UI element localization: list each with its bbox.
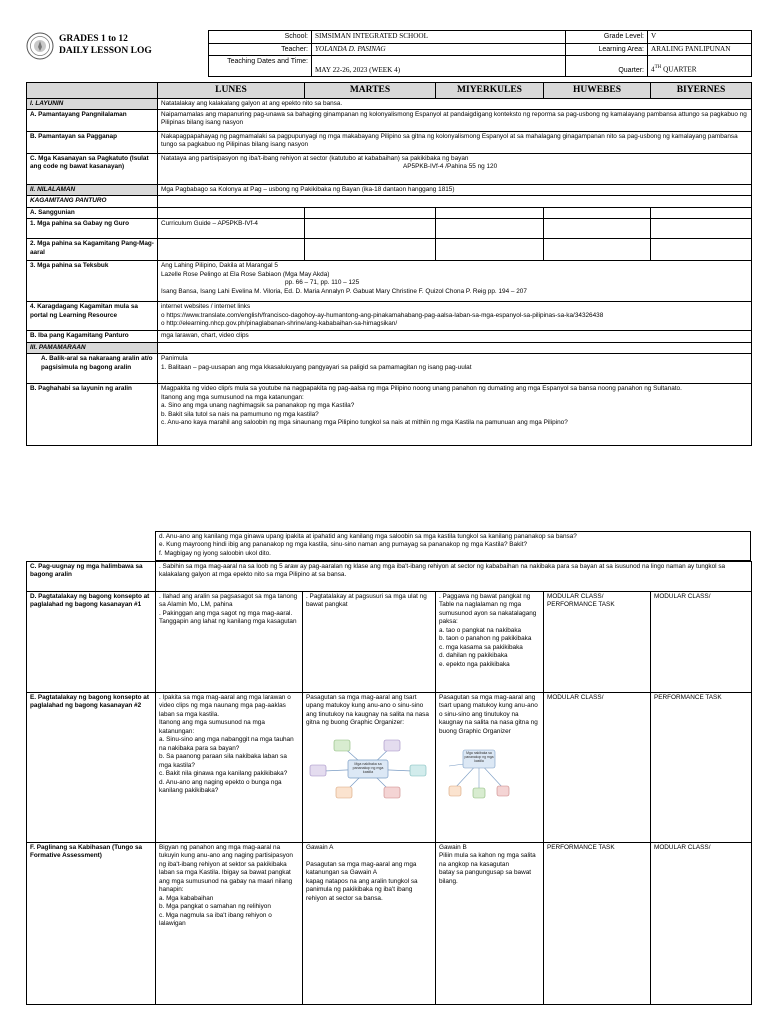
- dates-value: MAY 22-26, 2023 (WEEK 4): [312, 56, 566, 77]
- km-miy: [436, 239, 544, 261]
- konsepto-1-biyernes: MODULAR CLASS/: [651, 592, 752, 693]
- day-miyerkules: MIYERKULES: [436, 83, 544, 99]
- iba-pang-kagamitan-text: mga larawan, chart, video clips: [158, 331, 752, 342]
- balik-aral-line-2: 1. Balitaan – pag-uusapan ang mga kkasalukuyang pangyayari sa paligid sa pamamagitan ng isang pag-uulat: [161, 363, 472, 371]
- konsepto-2-miy-text: Pasagutan sa mga mag-aaral ang tsart upang matukoy kung anu-ano o sinu-sino ang tinutukoy na kaugnay na salita na nasa gitna ng buong Graphic Organizer: [439, 694, 538, 735]
- pag-uugnay-text: . Sabihin sa mga mag-aaral na sa loob ng 5 araw ay pag-aaralan ng klase ang mga iba't-ibang rehiyon at sector ng kababaihan na nakibaka para sa bayan at sa isusunod na lingo naman ay tungkol sa kalakalang galyon at mga epekto nito sa mga Pilipino at sa bansa.: [156, 562, 752, 592]
- go1-center-label: Mga nakibaka sa pananakop ng mga kastila: [352, 761, 384, 775]
- paghahabi-text: Magpakita ng video clip/s mula sa youtube na nagpapakita ng pag-aalsa ng mga Pilipino noong unang panahon ng dumating ang mga Espanyol sa bansa noong panahon ng Sultanato. Itanong ang mga sumusunod na mga katanungan: a. Sino ang mga unang naghimagsik sa pananakop ng mga Kastila? b. Bakit sila tutol sa nais na pamumuno ng mga kastila? c. Anu-ano kaya marahil ang saloobin ng mga sinaunang mga Pilipino tungkol sa nais at mithiin ng mga Kastila na pamunuan ang mga Pilipino?: [158, 384, 752, 446]
- gabay-guro-text: Curriculum Guide – AP5PKB-IVf-4: [158, 219, 305, 239]
- pamantayang-pangnilalaman-text: Naipamamalas ang mapanuring pag-unawa sa bahaging ginampanan ng kolonyalismong Espanyol at pandaigdigang konteksto ng reporma sa pag-usbong ng kamalayang pambansa attungo sa pagkabuo ng Pilipinas bilang isang nasyon: [158, 109, 752, 131]
- kasanayan-code: AP5PKB-IVf-4 /Pahina 55 ng 120: [403, 163, 498, 171]
- section-layunin: I. LAYUNIN: [27, 98, 158, 109]
- paghahabi-label: B. Paghahabi sa layunin ng aralin: [27, 384, 158, 446]
- konsepto-2-huwebes: MODULAR CLASS/: [544, 693, 651, 843]
- kagamitan-blank: [158, 196, 752, 207]
- gabay-biy: [651, 219, 752, 239]
- title-line-2: DAILY LESSON LOG: [59, 45, 152, 56]
- pamantayan-pagganap-label: B. Pamantayan sa Pagganap: [27, 131, 158, 153]
- paglinang-huwebes: PERFORMANCE TASK: [544, 843, 651, 1005]
- pamamaraan-blank: [158, 342, 752, 353]
- section-nilalaman: II. NILALAMAN: [27, 184, 158, 195]
- km-lunes: [158, 239, 305, 261]
- teksbuk-line-4: Isang Bansa, Isang Lahi Evelina M. Viloria, Ed. D. Maria Annalyn P. Gabuat Mary Christine F. Quizol Chona P. Reig pp. 194 – 207: [161, 287, 527, 295]
- pamantayang-pangnilalaman-label: A. Pamantayang Pangnilalaman: [27, 109, 158, 131]
- teksbuk-line-2: Lazelle Rose Pelingo at Ela Rose Sabiaon (Mga May Akda): [161, 270, 330, 278]
- sanggunian-miy: [436, 207, 544, 218]
- pag-uugnay-label: C. Pag-uugnay ng mga halimbawa sa bagong aralin: [27, 562, 156, 592]
- day-biyernes: BIYERNES: [651, 83, 752, 99]
- konsepto-2-martes: [303, 693, 436, 843]
- teksbuk-label: 3. Mga pahina sa Teksbuk: [27, 261, 158, 302]
- km-martes: [305, 239, 436, 261]
- quarter-value: [648, 56, 752, 77]
- konsepto-1-huwebes: MODULAR CLASS/ PERFORMANCE TASK: [544, 592, 651, 693]
- days-header-row: [27, 83, 752, 99]
- karagdagan-line-1: internet websites / internet links: [161, 303, 251, 311]
- paglinang-biyernes: MODULAR CLASS/: [651, 843, 752, 1005]
- section-pamamaraan: III. PAMAMARAAN: [27, 342, 158, 353]
- quarter-suffix: TH: [654, 65, 662, 71]
- kasanayan-label: C. Mga Kasanayan sa Pagkatuto (Isulat ang code ng bawat kasanayan): [27, 153, 158, 184]
- sanggunian-lunes: [158, 207, 305, 218]
- karagdagan-text: [158, 302, 752, 331]
- karagdagan-link-2: o http://elearning.nhcp.gov.ph/pinaglabanan-shrine/ang-kababaihan-sa-himagsikan/: [161, 320, 398, 328]
- sanggunian-biy: [651, 207, 752, 218]
- konsepto-1-miyerkules: . Paggawa ng bawat pangkat ng Table na naglalaman ng mga sumusunod ayon sa nakatalagang paksa: a. tao o pangkat na nakibaka b. taon o panahon ng pakikibaka c. mga kasama sa pakikibaka d. dahilan ng pakikibaka e. epekto nga pakikibaka: [436, 592, 544, 693]
- konsepto-1-lunes: . Ilahad ang aralin sa pagsasagot sa mga tanong sa Alamin Mo, LM, pahina . Pakinggan ang mga sagot ng mga mag-aaral. Tanggapin ang lahat ng kanilang mga kasagutan: [156, 592, 303, 693]
- graphic-organizer-1: [306, 738, 430, 800]
- day-lunes: LUNES: [158, 83, 305, 99]
- sanggunian-huw: [544, 207, 651, 218]
- kasanayan-text: [158, 153, 752, 184]
- day-martes: MARTES: [305, 83, 436, 99]
- grade-value: V: [648, 31, 752, 44]
- sanggunian-label: A. Sanggunian: [27, 207, 158, 218]
- lesson-table-page-2: [26, 561, 752, 1005]
- balik-aral-label: A. Balik-aral sa nakaraang aralin at/o pagsisimula ng bagong aralin: [27, 354, 158, 384]
- pamantayan-pagganap-text: Nakapagpapahayag ng pagmamalaki sa pagpupunyagi ng mga makabayang Pilipino sa gitna ng kolonyalismong Espanyol at sa mahalagang ginagampanan nito sa pag-usbong ng kamalayang pambansa tungo sa pagkabuo ng Pilipinas bilang isang nasyon: [158, 131, 752, 153]
- day-huwebes: HUWEBES: [544, 83, 651, 99]
- kagamitang-mag-aaral-label: 2. Mga pahina sa Kagamitang Pang-Mag-aaral: [27, 239, 158, 261]
- sanggunian-martes: [305, 207, 436, 218]
- deped-seal-logo: [26, 32, 54, 60]
- teacher-label: Teacher:: [209, 43, 312, 56]
- school-value: SIMSIMAN INTEGRATED SCHOOL: [312, 31, 566, 44]
- konsepto-2-lunes: . Ipakita sa mga mag-aaral ang mga larawan o video clips ng mga naunang mga pag-aaklas laban sa mga kastila. Itanong ang mga sumusunod na mga katanungan: a. Sinu-sino ang mga nabanggit na mga tauhan na nakibaka para sa bayan? b. Sa paanong paraan sila nakibaka laban sa mga kastila? c. Bakit nila ginawa nga kanilang pakikibaka? d. Anu-ano ang naging epekto o bunga nga kanilang pakikibaka?: [156, 693, 303, 843]
- nilalaman-text: Mga Pagbabago sa Kolonya at Pag – usbong ng Pakikibaka ng Bayan (ika-18 dantaon hanggang 1815): [158, 184, 752, 195]
- dates-label: Teaching Dates and Time:: [209, 56, 312, 77]
- balik-aral-text: [158, 354, 752, 384]
- paglinang-miyerkules: Gawain B Piliin mula sa kahon ng mga salita na angkop na kasagutan batay sa pangungusap sa bawat bilang.: [436, 843, 544, 1005]
- balik-aral-line-1: Panimula: [161, 355, 188, 363]
- karagdagan-label: 4. Karagdagang Kagamitan mula sa portal ng Learning Resource: [27, 302, 158, 331]
- graphic-organizer-2: [439, 746, 519, 802]
- teacher-value: YOLANDA D. PASINAG: [312, 43, 566, 56]
- paglinang-label: F. Paglinang sa Kabihasan (Tungo sa Formative Assessment): [27, 843, 156, 1005]
- quarter-number: 4: [651, 65, 655, 74]
- gabay-martes: [305, 219, 436, 239]
- continuation-table: [155, 531, 751, 561]
- karagdagan-link-1: o https://www.translate.com/english/francisco-dagohoy-ay-humantong-ang-pinakamahabang-pag-aalsa-laban-sa-mga-espanyol-sa-pilipinas-sa-ka/34326438: [161, 311, 604, 319]
- konsepto-1-martes: . Pagtatalakay at pagsusuri sa mga ulat ng bawat pangkat: [303, 592, 436, 693]
- teksbuk-line-1: Ang Lahing Pilipino, Dakila at Marangal 5: [161, 262, 278, 270]
- continuation-text: d. Anu-ano ang kanilang mga ginawa upang ipakita at ipahatid ang kanilang mga saloobin sa mga kastila tungkol sa kanilang pananakop sa bansa? e. Kung mayroong hindi ibig ang pananakop ng mga kastila, sinu-sino naman ang pumayag sa pananakop ng mga Kastila? Bakit? f. Magbigay ng iyong saloobin ukol dito.: [156, 532, 751, 561]
- title-line-1: GRADES 1 to 12: [59, 34, 128, 44]
- km-huw: [544, 239, 651, 261]
- paglinang-martes: Gawain A Pasagutan sa mga mag-aaral ang mga katanungan sa Gawain A kapag natapos na ang aralin tungkol sa panimula ng pakikibaka ng iba't ibang rehiyon at sector sa bansa.: [303, 843, 436, 1005]
- go2-center-label: Mga nakibaka sa pananakop ng mga kastila: [464, 751, 494, 764]
- area-label: Learning Area:: [566, 43, 648, 56]
- quarter-word: QUARTER: [661, 65, 697, 74]
- paglinang-lunes: Bigyan ng panahon ang mga mag-aaral na tukuyin kung anu-ano ang naging partisipasyon ng iba't-ibang rehiyon at sektor sa pakikibaka laban sa mga Kastila. Ibigay sa bawat pangkat ang mga sumusunod na gabay na maari nilang hanapin: a. Mga kababaihan b. Mga pangkat o samahan ng relihiyon c. Mga nagmula sa iba't ibang rehiyon o lalawigan: [156, 843, 303, 1005]
- gabay-miy: [436, 219, 544, 239]
- school-label: School:: [209, 31, 312, 44]
- konsepto-2-miyerkules: [436, 693, 544, 843]
- area-value: ARALING PANLIPUNAN: [648, 43, 752, 56]
- days-header-blank: [27, 83, 158, 99]
- gabay-guro-label: 1. Mga pahina sa Gabay ng Guro: [27, 219, 158, 239]
- quarter-label: Quarter:: [566, 56, 648, 77]
- section-kagamitang-panturo: KAGAMITANG PANTURO: [27, 196, 158, 207]
- teksbuk-text: [158, 261, 752, 302]
- document-title: [59, 34, 152, 57]
- kasanayan-text-line: Natataya ang partisipasyon ng iba't-ibang rehiyon at sector (katutubo at kababaihan) sa pakikibaka ng bayan: [161, 154, 469, 162]
- konsepto-2-biyernes: PERFORMANCE TASK: [651, 693, 752, 843]
- gabay-huw: [544, 219, 651, 239]
- iba-pang-kagamitan-label: B. Iba pang Kagamitang Panturo: [27, 331, 158, 342]
- grade-label: Grade Level:: [566, 31, 648, 44]
- konsepto-1-label: D. Pagtatalakay ng bagong konsepto at paglalahad ng bagong kasanayan #1: [27, 592, 156, 693]
- header-info-table: [208, 30, 752, 77]
- teksbuk-line-3: pp. 66 – 71, pp. 110 – 125: [285, 279, 360, 287]
- km-biy: [651, 239, 752, 261]
- konsepto-2-label: E. Pagtatalakay ng bagong konsepto at paglalahad ng bagong kasanayan #2: [27, 693, 156, 843]
- layunin-text: Natatalakay ang kalakalang galyon at ang epekto nito sa bansa.: [158, 98, 752, 109]
- konsepto-2-martes-text: Pasagutan sa mga mag-aaral ang tsart upang matukoy kung anu-ano o sinu-sino ang tinutukoy na kaugnay na salita na nasa gitna ng buong Graphic Organizer:: [306, 694, 429, 727]
- lesson-table-page-1: [26, 82, 752, 446]
